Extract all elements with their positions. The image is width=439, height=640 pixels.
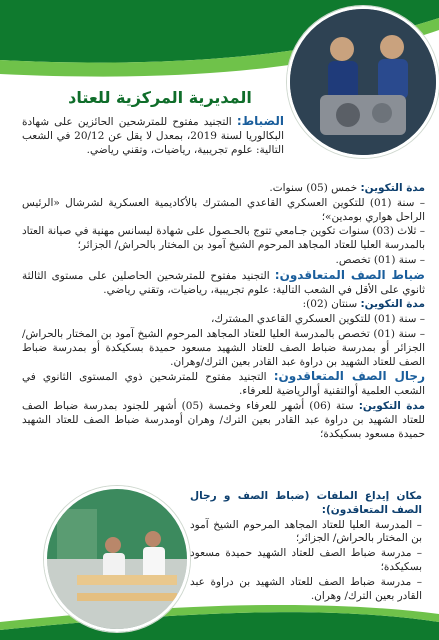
contract-soldiers-heading: رجال الصف المتعاقدون:: [273, 369, 425, 384]
contract-nco-intro: [22, 269, 425, 298]
workshop-photo: [287, 6, 439, 158]
officers-item-3: – سنة (01) تخصص.: [335, 253, 425, 266]
main-content: [22, 182, 425, 442]
contract-nco-heading: ضباط الصف المتعاقدون:: [274, 267, 426, 282]
contract-nco-item-1: – سنة (01) للتكوين العسكري القاعدي المشترك،: [211, 313, 425, 326]
files-section: [190, 490, 422, 604]
contract-nco-duration: [22, 298, 425, 312]
officers-duration: [22, 182, 425, 196]
officers-item-1: – سنة (01) للتكوين العسكري القاعدي المشترك بالأكاديمية العسكرية لشرشال «الرئيس الراحل هواري بومدين»؛: [22, 196, 426, 223]
officers-heading: الضباط:: [236, 114, 284, 128]
contract-nco-item-2: – سنة (01) تخصص بالمدرسة العليا للعتاد المجاهد المرحوم الشيخ آمود بن المختار بالحراش/الجزائر أو بمدرسة ضباط الصف للعتاد الشهيد مسعود حميدة بسكيكدة أو بمدرسة ضباط الصف للعتاد الشهيد بن دراوة عبد القادر بعين الترك/وهران.: [22, 327, 426, 368]
contract-soldiers-intro: [22, 370, 425, 399]
officers-intro: [22, 115, 284, 157]
officers-item-3-text: سنة (01) تخصص.: [335, 253, 417, 266]
classroom-photo: [44, 486, 190, 632]
contract-soldiers-duration-value: ستة (06) أشهر للعرفاء وخمسة (05) أشهر للجنود بمدرسة ضباط الصف للعتاد الشهيد بن دراوة عبد القادر بعين الترك/ وهران أومدرسة ضباط الصف للعتاد الشهيد حميدة مسعود بسكيكدة؛: [22, 399, 425, 440]
files-item-3-text: مدرسة ضباط الصف للعتاد الشهيد بن دراوة عبد القادر بعين الترك/ وهران.: [190, 575, 422, 602]
files-item-2-text: مدرسة ضباط الصف للعتاد الشهيد حميدة مسعود بسكيكدة؛: [190, 547, 422, 573]
officers-item-2-text: ثلاث (03) سنوات تكوين جـامعي تتوج بالحـصول على شهادة ليسانس مهنية في صيانة العتاد بالمدرسة العليا للعتاد المجاهد المرحوم الشيخ آمود بن المختار بالحراش/ الجزائر؛: [22, 225, 425, 252]
files-heading: مكان إيداع الملفات (ضباط الصف و رجال الصف المتعاقدون):: [190, 490, 422, 516]
officers-item-2: – ثلاث (03) سنوات تكوين جـامعي تتوج بالحـصول على شهادة ليسانس مهنية في صيانة العتاد بالمدرسة العليا للعتاد المجاهد المرحوم الشيخ آمود بن المختار بالحراش/ الجزائر؛: [22, 225, 425, 252]
files-item-1-text: المدرسة العليا للعتاد المجاهد المرحوم الشيخ آمود بن المختار بالحراش/ الجزائر؛: [190, 518, 422, 545]
files-item-1: – المدرسة العليا للعتاد المجاهد المرحوم الشيخ آمود بن المختار بالحراش/ الجزائر؛: [190, 518, 423, 545]
contract-soldiers-intro-text: التجنيد مفتوح للمترشحين ذوي المستوى الثانوي في الشعب العلمية أوالتقنية أوالرياضية للعرفاء.: [22, 371, 425, 398]
contract-nco-item-1-text: سنة (01) للتكوين العسكري القاعدي المشترك،: [211, 313, 417, 326]
contract-nco-duration-value: سنتان (02):: [302, 298, 358, 311]
officers-intro-text: التجنيد مفتوح للمترشحين الحائزين على شهادة البكالوريا لسنة 2019، بمعدل لا يقل عن 20/12 في الشعب التالية: علوم تجريبية، رياضيات، وتقني رياضي.: [22, 116, 284, 156]
classroom-photo-illustration: [47, 489, 187, 629]
contract-nco-item-2-text: سنة (01) تخصص بالمدرسة العليا للعتاد المجاهد المرحوم الشيخ آمود بن المختار بالحراش/الجزائر أو بمدرسة ضباط الصف للعتاد الشهيد مسعود حميدة بسكيكدة أو بمدرسة ضباط الصف للعتاد الشهيد بن دراوة عبد القادر بعين الترك/وهران.: [22, 327, 425, 368]
files-item-2: – مدرسة ضباط الصف للعتاد الشهيد حميدة مسعود بسكيكدة؛: [190, 547, 422, 573]
contract-soldiers-duration-label: مدة التكوين:: [358, 399, 425, 412]
contract-nco-intro-text: التجنيد مفتوح للمترشحين الحاصلين على مستوى الثالثة ثانوي على الأقل في الشعب التالية: علوم تجريبية، رياضيات، وتقني رياضي.: [22, 269, 425, 296]
officers-section: [22, 115, 284, 158]
contract-soldiers-duration: [22, 400, 425, 441]
page-title: المديرية المركزية للعتاد: [68, 88, 252, 107]
contract-nco-duration-label: مدة التكوين:: [360, 298, 425, 311]
files-item-3: – مدرسة ضباط الصف للعتاد الشهيد بن دراوة عبد القادر بعين الترك/ وهران.: [190, 575, 423, 602]
officers-duration-label: مدة التكوين:: [360, 182, 425, 194]
workshop-photo-illustration: [290, 9, 436, 155]
officers-item-1-text: سنة (01) للتكوين العسكري القاعدي المشترك بالأكاديمية العسكرية لشرشال «الرئيس الراحل هواري بومدين»؛: [22, 196, 425, 223]
officers-duration-value: خمس (05) سنوات.: [269, 182, 358, 194]
